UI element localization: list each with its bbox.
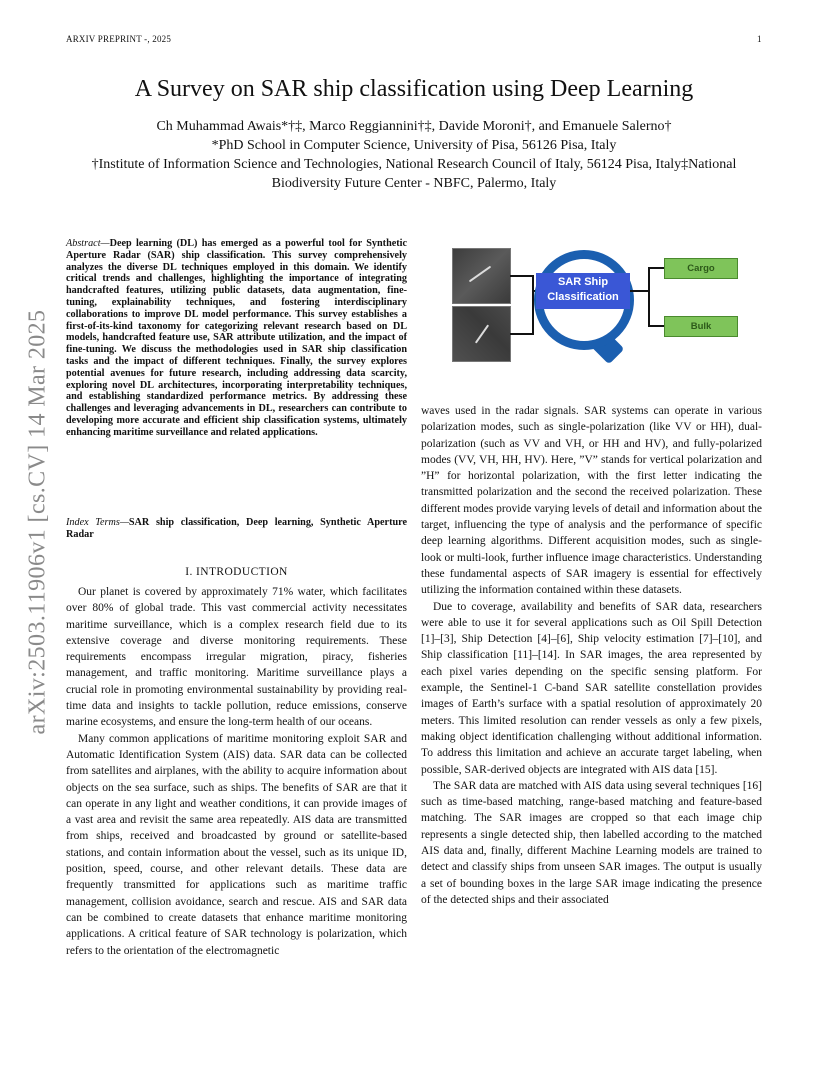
- paragraph: Due to coverage, availability and benefits of SAR data, researchers were able to use it for several applications such as Oil Spill Detection [1]–[3], Ship Detection [4]–[6], Ship velocity estimation [7]–[10], and Ship classification [11]–[14]. In SAR images, the area represented by each pixel varies depending on the specific sensing platform. For example, the Sentinel-1 C-band SAR satellite constellation provides images of Earth’s surface with a spatial resolution of approximately 20 meters. This limited resolution can render vessels as only a few pixels, making object identification challenging without additional information. To address this limitation and achieve an accurate target labeling, when possible, SAR-derived objects are integrated with AIS data [15].: [421, 600, 762, 776]
- paragraph: Many common applications of maritime monitoring exploit SAR and Automatic Identification System (AIS) data. SAR data can be collected from satellites and airplanes, with the ability to acquire information about objects on the sea surface, such as ships. The benefits of SAR are that it can operate in any light and weather conditions, it can provide images of a vast area and revisit the same area repeatedly. AIS data are transmitted from ships, received and broadcasted by ground or satellite-based stations, and contain information about the vessel, such as its unique ID, position, speed, course, and other relevant details. These data are frequently transmitted for applications such as maritime traffic management, collision avoidance, search and rescue. AIS and SAR data can be combined to create datasets that enhance maritime monitoring applications. A critical feature of SAR technology is polarization, which refers to the orientation of the electromagnetic: [66, 732, 407, 957]
- right-column-body: [421, 403, 762, 908]
- index-terms-text: SAR ship classification, Deep learning, Synthetic Aperture Radar: [66, 517, 407, 540]
- left-column-body: [66, 584, 407, 959]
- arxiv-side-identifier: arXiv:2503.11906v1 [cs.CV] 14 Mar 2025: [24, 309, 51, 735]
- affiliation-1: *PhD School in Computer Science, University of Pisa, 56126 Pisa, Italy: [211, 138, 617, 153]
- section-heading: I. INTRODUCTION: [185, 566, 288, 578]
- index-terms: [66, 517, 407, 541]
- abstract: [66, 238, 407, 439]
- affiliation-2: †Institute of Information Science and Technologies, National Research Council of Italy, 56124 Pisa, Italy‡National Biodiversity Future Center - NBFC, Palermo, Italy: [91, 157, 737, 191]
- figure-sar-classification: [452, 248, 730, 362]
- classification-label-box: SAR Ship Classification: [536, 273, 630, 309]
- author-list: Ch Muhammad Awais*†‡, Marco Reggiannini†‡, Davide Moroni†, and Emanuele Salerno†: [156, 119, 672, 134]
- paragraph: Our planet is covered by approximately 71% water, which facilitates over 80% of global trade. This vast commercial activity necessitates maritime surveillance, which is a complex research field due to its extensive coverage and diverse monitoring requirements. These requirements encompass irregular migration, piracy, fisheries management, and traffic monitoring. Maritime surveillance plays a crucial role in promoting environmental sustainability by providing real-time data and insights to tackle pollution, reduce emissions, conserve marine ecosystems, and ensure the long-term health of our oceans.: [66, 586, 407, 729]
- class-tag-bulk: Bulk: [664, 316, 738, 337]
- sar-chip-image-bottom: [452, 306, 511, 362]
- sar-chip-image-top: [452, 248, 511, 304]
- paragraph: waves used in the radar signals. SAR systems can operate in various polarization modes, such as single-polarization (like VV or HH), dual-polarization (such as VV and VH, or HH and HV), and fully-polarized modes (VV, VH, HH, HV). Here, ”V” stands for vertical polarization and ”H” for horizontal polarization, with the first letter indicating the transmitted polarization and the second the received polarization. These different modes provide varying levels of detail and information about the target, influencing the type of analysis and the performance of specific deep learning algorithms. Different acquisition modes, such as single-look or multi-look, further influence image characteristics. Understanding these fundamental aspects of SAR imagery is essential for effectively utilizing the information contained within these datasets.: [421, 405, 762, 597]
- paragraph: The SAR data are matched with AIS data using several techniques [16] such as time-based matching, range-based matching and feature-based matching. The SAR images are cropped so that each image chip represents a single detected ship, then labelled according to the matched AIS data and, finally, different Machine Learning models are trained to detect and classify ships from unseen SAR images. The output is usually a set of bounding boxes in the large SAR image indicating the presence of the detected ships and their associated: [421, 779, 762, 906]
- abstract-label: Abstract—: [66, 238, 110, 249]
- abstract-text: Deep learning (DL) has emerged as a powerful tool for Synthetic Aperture Radar (SAR) ship classification. This survey comprehensively analyzes the diverse DL techniques employed in this domain. We identify critical trends and challenges, highlighting the importance of integrating handcrafted features, utilizing public datasets, data augmentation, fine-tuning, explainability techniques, and fostering interdisciplinary collaborations to improve DL model performance. This survey establishes a first-of-its-kind taxonomy for categorizing relevant research based on DL models, handcrafted feature use, SAR attribute utilization, and the impact of fine-tuning. We discuss the methodologies used in SAR ship classification tasks and the impact of different techniques. Finally, the survey explores potential avenues for future research, including addressing data scarcity, exploring novel DL architectures, incorporating interpretability techniques, and establishing standardized performance metrics. By addressing these challenges and leveraging advancements in DL, researchers can contribute to developing more accurate and efficient ship classification systems, ultimately enhancing maritime surveillance and related applications.: [66, 238, 407, 438]
- paper-title: A Survey on SAR ship classification using Deep Learning: [134, 76, 694, 102]
- page-number: 1: [757, 34, 762, 44]
- class-tag-cargo: Cargo: [664, 258, 738, 279]
- running-header: ARXIV PREPRINT -, 2025: [66, 34, 172, 44]
- index-terms-label: Index Terms—: [66, 517, 129, 528]
